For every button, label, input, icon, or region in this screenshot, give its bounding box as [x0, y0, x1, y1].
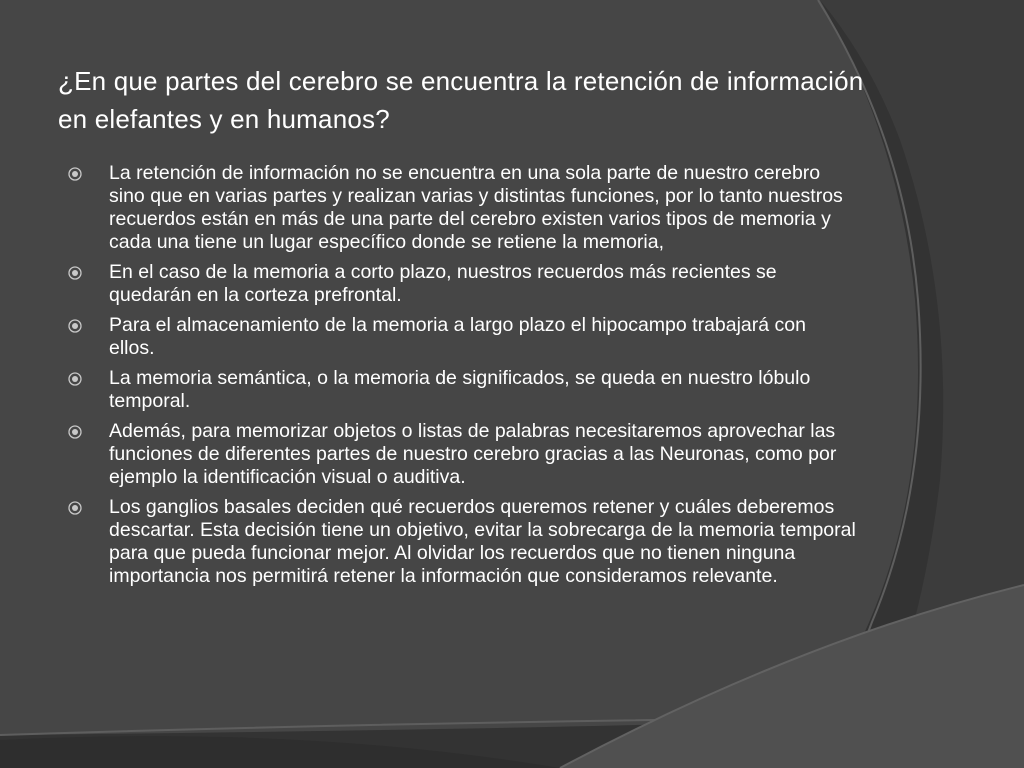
bullet-text: Los ganglios basales deciden qué recuerdos queremos retener y cuáles deberemos descartar. Esta decisión tiene un objetivo, evitar la sobrecarga de la memoria temporal para que pueda funcionar mejor. Al olvidar los recuerdos que no tienen ninguna importancia nos permitirá retener la información que consideramos relevante.: [109, 496, 856, 587]
list-item: [66, 261, 856, 307]
list-item: [66, 420, 856, 489]
bullet-text: La retención de información no se encuentra en una sola parte de nuestro cerebro sino que en varias partes y realizan varias y distintas funciones, por lo tanto nuestros recuerdos están en más de una parte del cerebro existen varios tipos de memoria y cada una tiene un lugar específico donde se retiene la memoria,: [109, 162, 843, 253]
circled-bullet-icon: [68, 167, 82, 181]
bullet-text: La memoria semántica, o la memoria de significados, se queda en nuestro lóbulo temporal.: [109, 367, 811, 412]
circled-bullet-icon: [68, 372, 82, 386]
bullet-list: [66, 162, 856, 595]
list-item: [66, 496, 856, 588]
circled-bullet-icon: [68, 501, 82, 515]
bullet-text: Para el almacenamiento de la memoria a largo plazo el hipocampo trabajará con ellos.: [109, 314, 806, 359]
bullet-text: Además, para memorizar objetos o listas de palabras necesitaremos aprovechar las funciones de diferentes partes de nuestro cerebro gracias a las Neuronas, como por ejemplo la identificación visual o auditiva.: [109, 420, 837, 488]
slide-title: ¿En que partes del cerebro se encuentra la retención de información en elefantes y en humanos?: [58, 66, 864, 134]
circled-bullet-icon: [68, 425, 82, 439]
circled-bullet-icon: [68, 266, 82, 280]
list-item: [66, 314, 856, 360]
list-item: [66, 162, 856, 254]
circled-bullet-icon: [68, 319, 82, 333]
bullet-text: En el caso de la memoria a corto plazo, nuestros recuerdos más recientes se quedarán en la corteza prefrontal.: [109, 261, 777, 306]
list-item: [66, 367, 856, 413]
